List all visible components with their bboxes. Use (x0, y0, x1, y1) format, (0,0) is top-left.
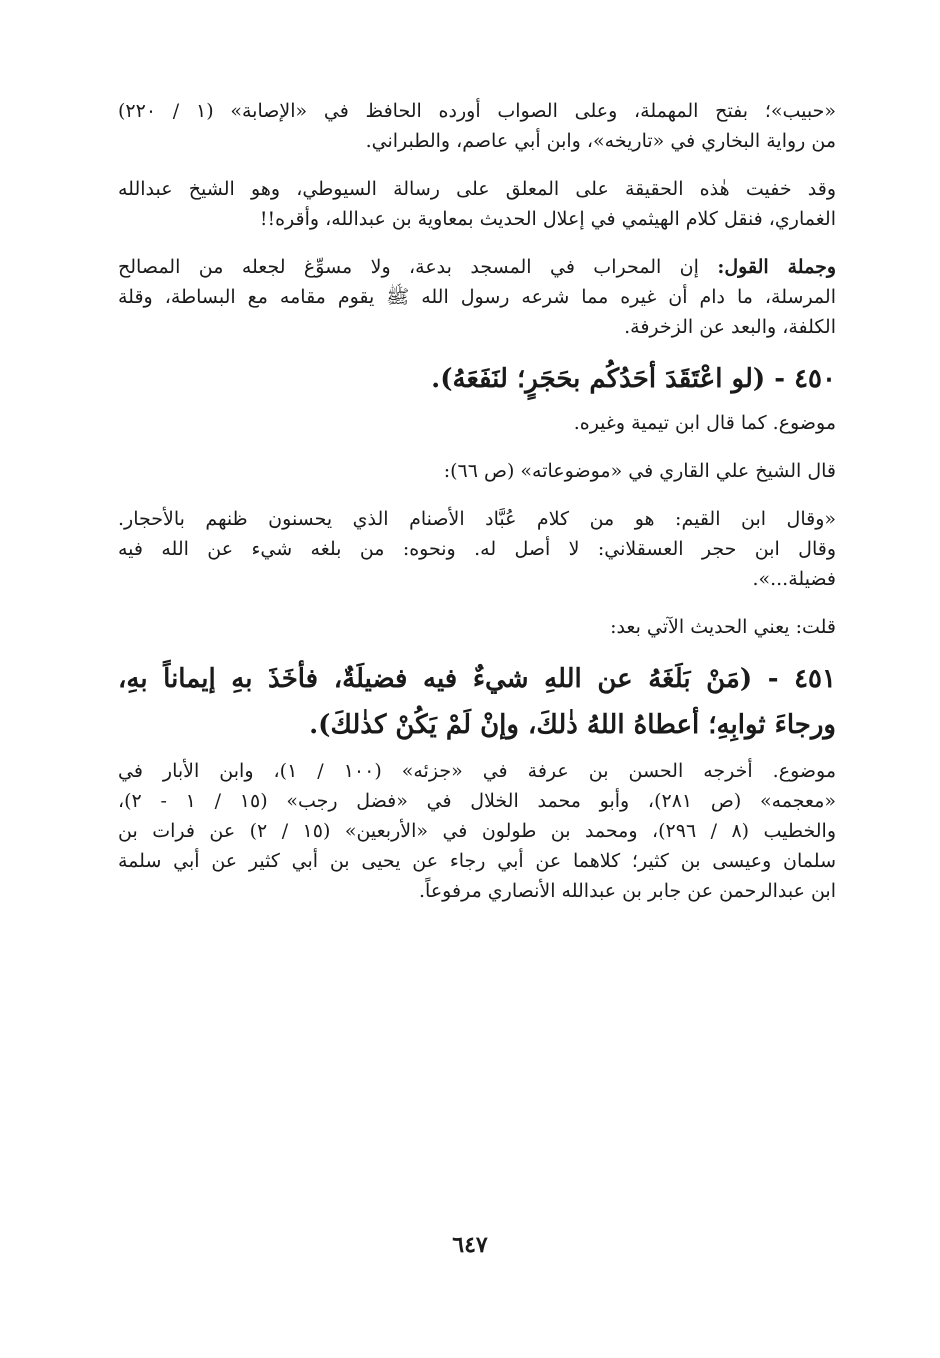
hadith-450 (118, 356, 836, 642)
text-line: قال الشيخ علي القاري في «موضوعاته» (ص ٦٦): (443, 460, 836, 482)
text-line: المرسلة، ما دام أن غيره مما شرعه رسول الله ﷺ يقوم مقامه مع البساطة، وقلة (118, 286, 836, 308)
hadith-heading: ورجاءَ ثوابِهِ؛ أعطاهُ اللهُ ذٰلكَ، وإنْ لَمْ يَكُنْ كذٰلكَ). (309, 710, 836, 740)
author-note: قلت: يعني الحديث الآتي بعد: (610, 616, 836, 638)
text-line: الكلفة، والبعد عن الزخرفة. (624, 316, 836, 338)
text-line: «حبيب»؛ بفتح المهملة، وعلى الصواب أورده الحافظ في «الإصابة» (١ / ٢٢٠) (118, 100, 836, 122)
paragraph-1 (118, 96, 836, 156)
quote-line: فضيلة...». (752, 568, 836, 590)
text-line (118, 252, 836, 282)
text-line: سلمان وعيسى بن كثير؛ كلاهما عن أبي رجاء عن يحيى بن أبي كثير عن أبي سلمة (118, 850, 836, 872)
text-line: وقد خفيت هٰذه الحقيقة على المعلق على رسالة السيوطي، وهو الشيخ عبدالله (118, 178, 836, 200)
hadith-heading: ٤٥١ - (مَنْ بَلَغَهُ عن اللهِ شيءٌ فيه فضيلَةٌ، فأخَذَ بهِ إيماناً بهِ، (118, 664, 836, 694)
text-line: الغماري، فنقل كلام الهيثمي في إعلال الحديث بمعاوية بن عبدالله، وأقره!! (259, 208, 836, 230)
paragraph-lead: وجملة القول: (717, 256, 836, 278)
text-line: من رواية البخاري في «تاريخه»، وابن أبي عاصم، والطبراني. (365, 130, 836, 152)
text-line: ابن عبدالرحمن عن جابر بن عبدالله الأنصاري مرفوعاً. (419, 880, 836, 902)
hadith-verdict: موضوع. كما قال ابن تيمية وغيره. (573, 412, 836, 434)
quote-line: وقال ابن حجر العسقلاني: لا أصل له. ونحوه: من بلغه شيء عن الله فيه (118, 538, 836, 560)
paragraph-2 (118, 174, 836, 234)
quote-line: «وقال ابن القيم: هو من كلام عُبَّاد الأصنام الذي يحسنون ظنهم بالأحجار. (118, 508, 836, 530)
hadith-heading: ٤٥٠ - (لو اعْتَقَدَ أحَدُكُم بحَجَرٍ؛ لنَفَعَهُ). (431, 364, 836, 394)
hadith-451 (118, 656, 836, 906)
page-body (118, 96, 836, 906)
paragraph-3 (118, 252, 836, 342)
page-number: ٦٤٧ (452, 1232, 488, 1258)
text-line: موضوع. أخرجه الحسن بن عرفة في «جزئه» (١٠٠ / ١)، وابن الأبار في (118, 760, 836, 782)
text-line: والخطيب (٨ / ٢٩٦)، ومحمد بن طولون في «الأربعين» (١٥ / ٢) عن فرات بن (118, 820, 836, 842)
text-run: إن المحراب في المسجد بدعة، ولا مسوِّغ لجعله من المصالح (118, 256, 718, 278)
text-line: «معجمه» (ص ٢٨١)، وأبو محمد الخلال في «فضل رجب» (١٥ / ١ - ٢)، (118, 790, 836, 812)
